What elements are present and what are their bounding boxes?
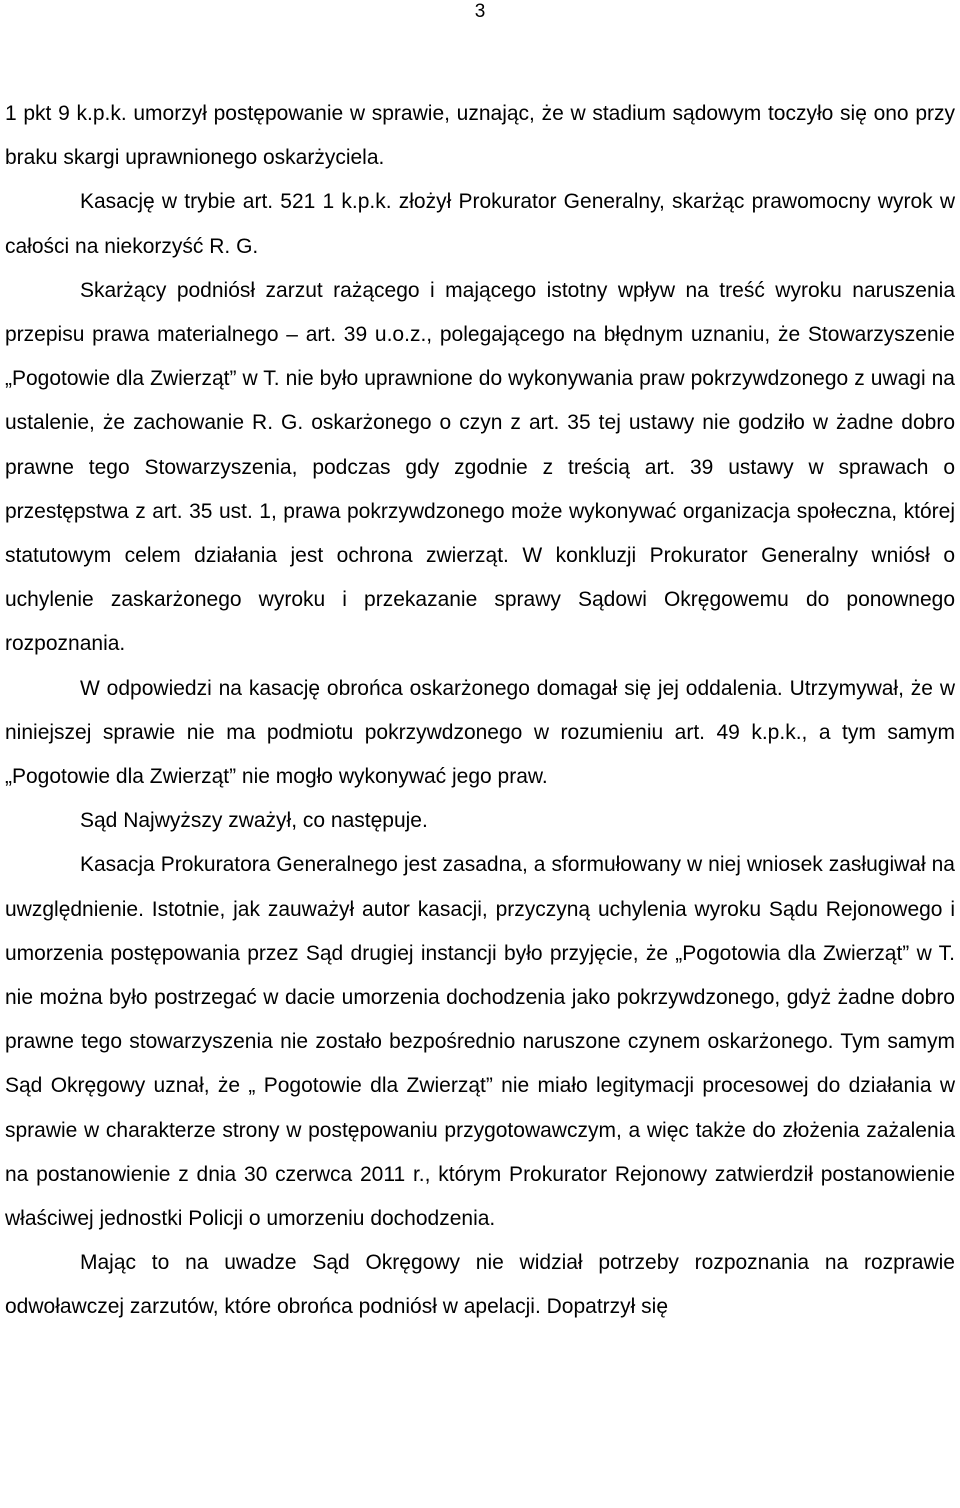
paragraph-4: W odpowiedzi na kasację obrońca oskarżonego domagał się jej oddalenia. Utrzymywał, że w niniejszej sprawie nie ma podmiotu pokrzywdzonego w rozumieniu art. 49 k.p.k., a tym samym „Pogotowie dla Zwierząt” nie mogło wykonywać jego praw. (5, 676, 955, 789)
paragraph-6: Kasacja Prokuratora Generalnego jest zasadna, a sformułowany w niej wniosek zasługiwał na uwzględnienie. Istotnie, jak zauważył autor kasacji, przyczyną uchylenia wyroku Sądu Rejonowego i umorzenia postępowania przez Sąd drugiej instancji było przyjęcie, że „Pogotowia dla Zwierząt” w T. nie można było postrzegać w dacie umorzenia dochodzenia jako pokrzywdzonego, gdyż żadne dobro prawne tego stowarzyszenia nie zostało bezpośrednio naruszone czynem oskarżonego. Tym samym Sąd Okręgowy uznał, że „ Pogotowie dla Zwierząt” nie miało legitymacji procesowej do działania w sprawie w charakterze strony w postępowaniu przygotowawczym, a więc także do złożenia zażalenia na postanowienie z dnia 30 czerwca 2011 r., którym Prokurator Rejonowy zatwierdził postanowienie właściwej jednostki Policji o umorzeniu dochodzenia. (5, 853, 955, 1231)
paragraph-2: Kasację w trybie art. 521 1 k.p.k. złożył Prokurator Generalny, skarżąc prawomocny wyrok w całości na niekorzyść R. G. (5, 190, 955, 258)
page-number: 3 (474, 1, 486, 22)
paragraph-3: Skarżący podniósł zarzut rażącego i mającego istotny wpływ na treść wyroku naruszenia przepisu prawa materialnego – art. 39 u.o.z., polegającego na błędnym uznaniu, że Stowarzyszenie „Pogotowie dla Zwierząt” w T. nie było uprawnione do wykonywania praw pokrzywdzonego z uwagi na ustalenie, że zachowanie R. G. oskarżonego o czyn z art. 35 tej ustawy nie godziło w żadne dobro prawne tego Stowarzyszenia, podczas gdy zgodnie z treścią art. 39 ustawy w sprawach o przestępstwa z art. 35 ust. 1, prawa pokrzywdzonego może wykonywać organizacja społeczna, której statutowym celem działania jest ochrona zwierząt. W konkluzji Prokurator Generalny wniósł o uchylenie zaskarżonego wyroku i przekazanie sprawy Sądowi Okręgowemu do ponownego rozpoznania. (5, 278, 955, 656)
paragraph-1: 1 pkt 9 k.p.k. umorzył postępowanie w sprawie, uznając, że w stadium sądowym toczyło się ono przy braku skargi uprawnionego oskarżyciela. (5, 102, 955, 170)
document-body (5, 92, 955, 1330)
paragraph-7: Mając to na uwadze Sąd Okręgowy nie widział potrzeby rozpoznania na rozprawie odwoławczej zarzutów, które obrońca podniósł w apelacji. Dopatrzył się (5, 1251, 955, 1319)
paragraph-5: Sąd Najwyższy zważył, co następuje. (80, 809, 428, 833)
